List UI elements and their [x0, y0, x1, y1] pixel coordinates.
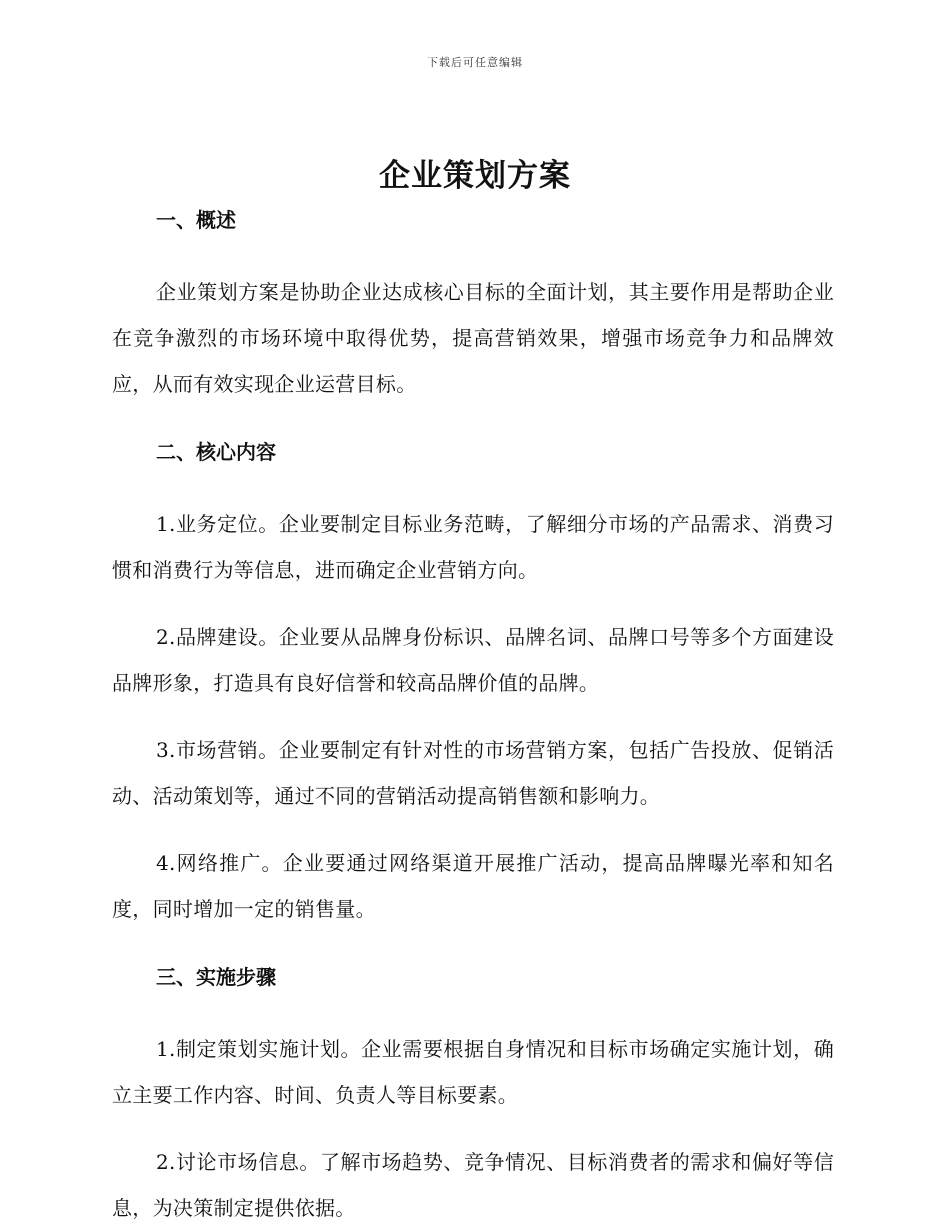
- core-item-business-positioning: 1.业务定位。企业要制定目标业务范畴，了解细分市场的产品需求、消费习惯和消费行为等信息，进而确定企业营销方向。: [112, 512, 834, 582]
- core-item-online-promotion: 4.网络推广。企业要通过网络渠道开展推广活动，提高品牌曝光率和知名度，同时增加一定的销售量。: [112, 851, 834, 921]
- core-item-marketing: 3.市场营销。企业要制定有针对性的市场营销方案，包括广告投放、促销活动、活动策划等，通过不同的营销活动提高销售额和影响力。: [112, 738, 834, 808]
- step-item-plan: 1.制定策划实施计划。企业需要根据自身情况和目标市场确定实施计划，确立主要工作内容、时间、负责人等目标要素。: [112, 1037, 834, 1107]
- section-heading-overview: 一、概述: [156, 208, 236, 232]
- core-item-brand-building: 2.品牌建设。企业要从品牌身份标识、品牌名词、品牌口号等多个方面建设品牌形象，打造具有良好信誉和较高品牌价值的品牌。: [112, 625, 834, 695]
- overview-paragraph: 企业策划方案是协助企业达成核心目标的全面计划，其主要作用是帮助企业在竞争激烈的市场环境中取得优势，提高营销效果，增强市场竞争力和品牌效应，从而有效实现企业运营目标。: [112, 280, 834, 396]
- document-body: [112, 205, 834, 1231]
- step-item-market-info: 2.讨论市场信息。了解市场趋势、竞争情况、目标消费者的需求和偏好等信息，为决策制定提供依据。: [112, 1150, 834, 1220]
- section-heading-implementation: 三、实施步骤: [156, 965, 276, 989]
- section-heading-core-content: 二、核心内容: [156, 440, 276, 464]
- page-title: 企业策划方案: [379, 158, 571, 194]
- header-note: 下载后可任意编辑: [427, 56, 523, 69]
